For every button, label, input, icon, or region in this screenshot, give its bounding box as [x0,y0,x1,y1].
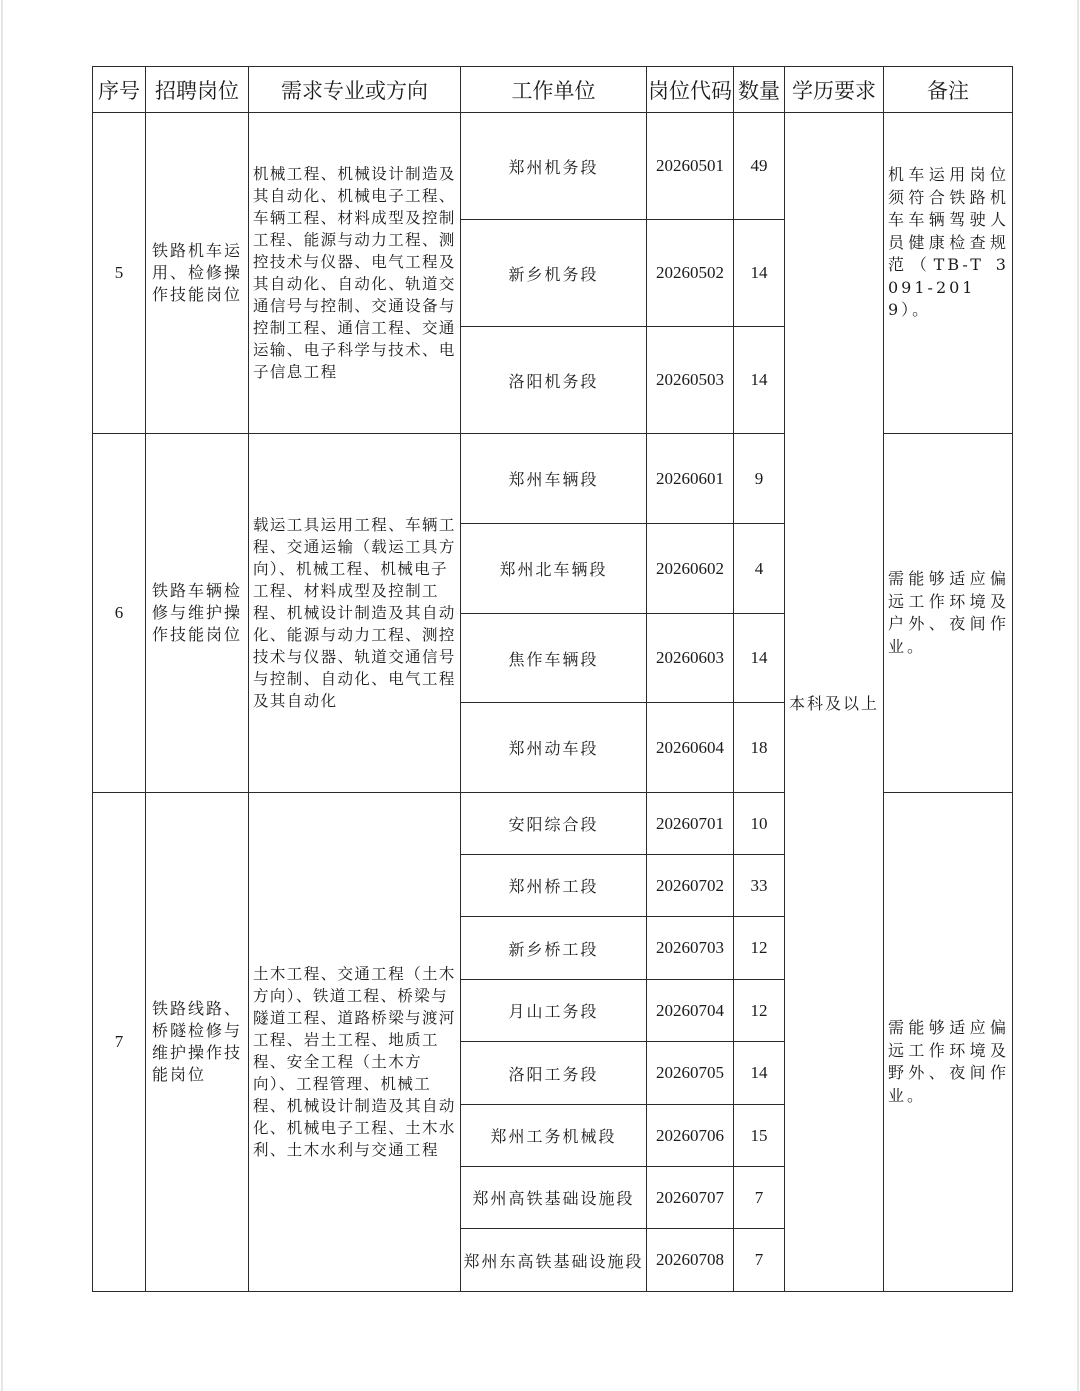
major-cell: 载运工具运用工程、车辆工程、交通运输（载运工具方向）、机械工程、机械电子工程、材料成型及控制工程、机械设计制造及其自动化、能源与动力工程、测控技术与仪器、轨道交通信号与控制、自动化、电气工程及其自动化 [249,434,461,793]
header-unit: 工作单位 [461,67,647,113]
code-cell: 20260702 [647,855,734,917]
code-cell: 20260704 [647,980,734,1042]
code-cell: 20260503 [647,327,734,434]
unit-cell: 郑州桥工段 [461,855,647,917]
code-cell: 20260502 [647,220,734,327]
code-cell: 20260707 [647,1167,734,1229]
code-cell: 20260501 [647,113,734,220]
code-cell: 20260706 [647,1105,734,1167]
position-cell: 铁路车辆检修与维护操作技能岗位 [146,434,249,793]
unit-cell: 郑州车辆段 [461,434,647,524]
count-cell: 14 [734,1042,785,1105]
note-cell: 机车运用岗位须符合铁路机车车辆驾驶人员健康检查规范（TB-T 3091-2019）。 [884,113,1013,434]
count-cell: 7 [734,1167,785,1229]
count-cell: 12 [734,980,785,1042]
code-cell: 20260601 [647,434,734,524]
recruitment-table [92,66,1013,1292]
unit-cell: 郑州工务机械段 [461,1105,647,1167]
unit-cell: 新乡桥工段 [461,917,647,980]
count-cell: 12 [734,917,785,980]
count-cell: 4 [734,524,785,614]
education-cell: 本科及以上 [785,113,884,1292]
unit-cell: 郑州北车辆段 [461,524,647,614]
header-position: 招聘岗位 [146,67,249,113]
page-edge-left [1,0,3,1391]
unit-cell: 新乡机务段 [461,220,647,327]
count-cell: 14 [734,327,785,434]
header-education: 学历要求 [785,67,884,113]
header-code: 岗位代码 [647,67,734,113]
major-cell: 机械工程、机械设计制造及其自动化、机械电子工程、车辆工程、材料成型及控制工程、能源与动力工程、测控技术与仪器、电气工程及其自动化、自动化、轨道交通信号与控制、交通设备与控制工程、通信工程、交通运输、电子科学与技术、电子信息工程 [249,113,461,434]
code-cell: 20260705 [647,1042,734,1105]
unit-cell: 郑州高铁基础设施段 [461,1167,647,1229]
header-note: 备注 [884,67,1013,113]
count-cell: 14 [734,614,785,703]
code-cell: 20260701 [647,793,734,855]
unit-cell: 安阳综合段 [461,793,647,855]
count-cell: 33 [734,855,785,917]
code-cell: 20260708 [647,1229,734,1292]
header-major: 需求专业或方向 [249,67,461,113]
seq-cell: 5 [93,113,146,434]
position-cell: 铁路线路、桥隧检修与维护操作技能岗位 [146,793,249,1292]
page-edge-right [1077,0,1079,1391]
count-cell: 9 [734,434,785,524]
unit-cell: 郑州机务段 [461,113,647,220]
count-cell: 15 [734,1105,785,1167]
unit-cell: 洛阳工务段 [461,1042,647,1105]
code-cell: 20260602 [647,524,734,614]
position-cell: 铁路机车运用、检修操作技能岗位 [146,113,249,434]
count-cell: 10 [734,793,785,855]
table-row [93,113,1013,220]
unit-cell: 月山工务段 [461,980,647,1042]
code-cell: 20260604 [647,703,734,793]
unit-cell: 郑州动车段 [461,703,647,793]
header-row [93,67,1013,113]
unit-cell: 焦作车辆段 [461,614,647,703]
seq-cell: 6 [93,434,146,793]
unit-cell: 郑州东高铁基础设施段 [461,1229,647,1292]
count-cell: 7 [734,1229,785,1292]
code-cell: 20260603 [647,614,734,703]
note-cell: 需能够适应偏远工作环境及户外、夜间作业。 [884,434,1013,793]
note-cell: 需能够适应偏远工作环境及野外、夜间作业。 [884,793,1013,1292]
count-cell: 18 [734,703,785,793]
seq-cell: 7 [93,793,146,1292]
unit-cell: 洛阳机务段 [461,327,647,434]
count-cell: 49 [734,113,785,220]
code-cell: 20260703 [647,917,734,980]
header-count: 数量 [734,67,785,113]
major-cell: 土木工程、交通工程（土木方向）、铁道工程、桥梁与隧道工程、道路桥梁与渡河工程、岩土工程、地质工程、安全工程（土木方向）、工程管理、机械工程、机械设计制造及其自动化、机械电子工程、土木水利、土木水利与交通工程 [249,793,461,1292]
header-seq: 序号 [93,67,146,113]
count-cell: 14 [734,220,785,327]
